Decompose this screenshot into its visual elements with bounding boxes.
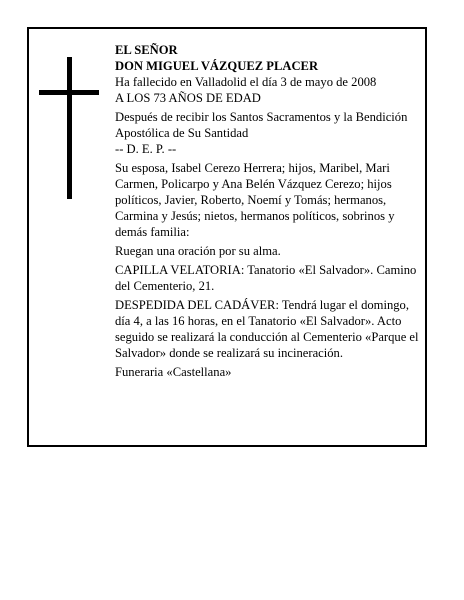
family-text: Su esposa, Isabel Cerezo Herrera; hijos, Maribel, Mari Carmen, Policarpo y Ana Belén Vázquez Cerezo; hijos políticos, Javier, Roberto, Noemí y Tomás; hermanos, Carmina y Jesús; nietos, hermanos políticos, sobrinos y demás familia:: [115, 161, 395, 239]
age-line: A LOS 73 AÑOS DE EDAD: [115, 91, 261, 105]
cross-icon: [39, 57, 99, 199]
farewell-text: DESPEDIDA DEL CADÁVER: Tendrá lugar el domingo, día 4, a las 16 horas, en el Tanatorio «El Salvador». Acto seguido se realizará la conducción al Cementerio «Parque el Salvador» donde se realizará su incineración.: [115, 298, 419, 360]
funeral-home-text: Funeraria «Castellana»: [115, 365, 232, 379]
sacraments-text: Después de recibir los Santos Sacramentos y la Bendición Apostólica de Su Santidad: [115, 110, 408, 140]
obituary-notice: [27, 27, 427, 447]
dep-text: -- D. E. P. --: [115, 142, 177, 156]
notice-text: [115, 42, 425, 383]
death-line: Ha fallecido en Valladolid el día 3 de mayo de 2008: [115, 75, 377, 89]
cross-vertical-bar: [67, 57, 72, 199]
notice-title: EL SEÑOR: [115, 43, 178, 57]
prayer-text: Ruegan una oración por su alma.: [115, 244, 281, 258]
chapel-text: CAPILLA VELATORIA: Tanatorio «El Salvador». Camino del Cementerio, 21.: [115, 263, 417, 293]
deceased-name: DON MIGUEL VÁZQUEZ PLACER: [115, 59, 319, 73]
cross-horizontal-bar: [39, 90, 99, 95]
